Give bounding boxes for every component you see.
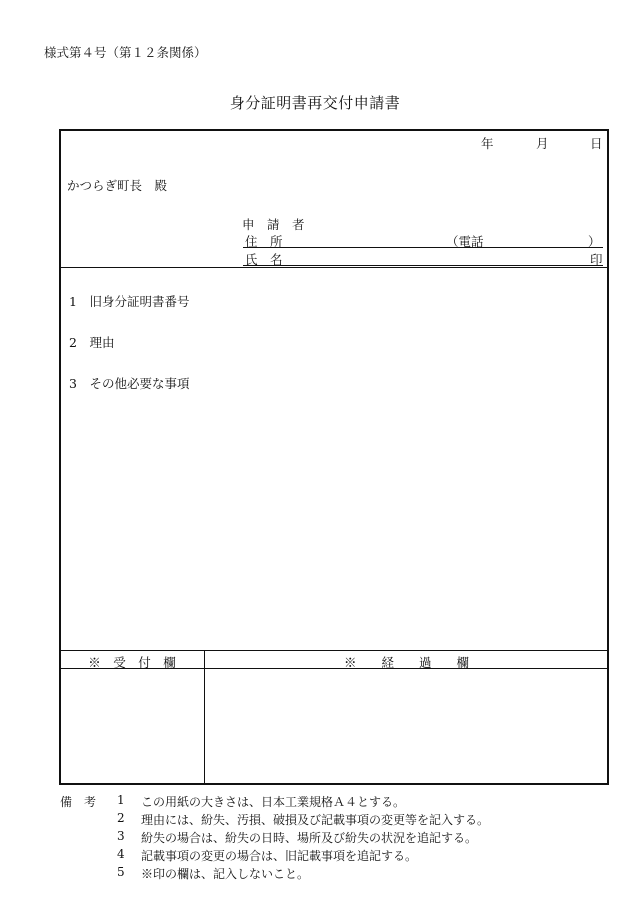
remark-text: 記載事項の変更の場合は、旧記載事項を追記する。 xyxy=(141,849,418,863)
item-reason: 2 理由 xyxy=(69,335,115,350)
reception-column-header: ※ 受 付 欄 xyxy=(88,655,176,670)
item-old-id-number: 1 旧身分証明書番号 xyxy=(69,294,190,309)
remark-text: 理由には、紛失、汚損、破損及び記載事項の変更等を記入する。 xyxy=(141,813,490,827)
seal-mark: 印 xyxy=(590,252,603,267)
form-number: 様式第４号（第１２条関係） xyxy=(44,45,207,60)
addressee: かつらぎ町長 殿 xyxy=(67,178,168,193)
phone-close: ） xyxy=(588,234,601,249)
document-title: 身分証明書再交付申請書 xyxy=(229,94,401,112)
phone-label: （電話 xyxy=(446,234,484,249)
name-underline xyxy=(243,265,603,266)
date-month-label: 月 xyxy=(536,136,549,151)
remarks-label: 備 考 xyxy=(60,795,97,809)
progress-column-header: ※ 経 過 欄 xyxy=(343,655,469,670)
header-divider xyxy=(60,267,608,268)
remark-number: 3 xyxy=(117,829,125,843)
date-day-label: 日 xyxy=(590,136,603,151)
remark-text: この用紙の大きさは、日本工業規格Ａ４とする。 xyxy=(141,795,406,809)
date-year-label: 年 xyxy=(481,136,494,151)
item-other-matters: 3 その他必要な事項 xyxy=(69,376,190,391)
remark-number: 1 xyxy=(117,793,125,807)
address-label: 住 所 xyxy=(245,234,283,249)
remark-number: 2 xyxy=(117,811,125,825)
remark-number: 5 xyxy=(117,865,125,879)
remark-text: 紛失の場合は、紛失の日時、場所及び紛失の状況を追記する。 xyxy=(141,831,478,845)
applicant-heading: 申 請 者 xyxy=(242,217,305,232)
address-underline xyxy=(243,247,603,248)
name-label: 氏 名 xyxy=(245,252,283,267)
application-form-box xyxy=(59,129,609,785)
footer-table-top-line xyxy=(60,650,608,651)
remark-text: ※印の欄は、記入しないこと。 xyxy=(141,867,310,881)
remark-number: 4 xyxy=(117,847,125,861)
